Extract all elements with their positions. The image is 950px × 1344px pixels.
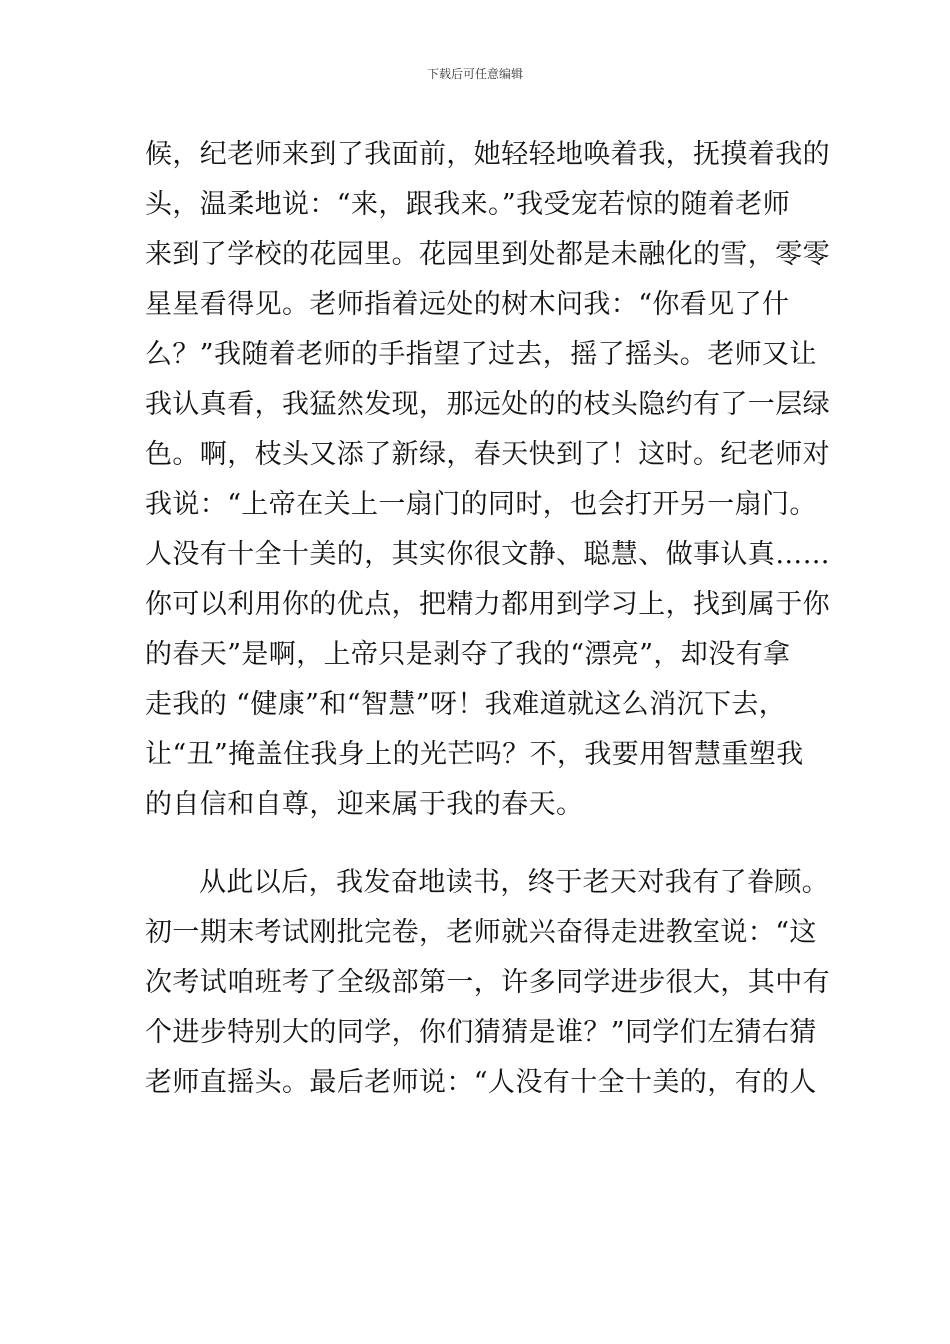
- page-header: 下载后可任意编辑: [426, 67, 523, 81]
- text-line-first-indented: 从此以后，我发奋地读书，终于老天对我有了眷顾。: [199, 867, 830, 898]
- text-line: 你可以利用你的优点，把精力都用到学习上，找到属于你: [145, 589, 830, 620]
- text-line: 让“丑”掩盖住我身上的光芒吗？不，我要用智慧重塑我: [145, 739, 804, 770]
- text-line: 走我的 “健康”和“智慧”呀！我难道就这么消沉下去，: [145, 689, 787, 720]
- text-line: 头，温柔地说：“来，跟我来。”我受宠若惊的随着老师: [145, 189, 791, 220]
- text-line: 么？”我随着老师的手指望了过去，摇了摇头。老师又让: [145, 339, 817, 370]
- text-line: 色。啊，枝头又添了新绿，春天快到了！这时。纪老师对: [145, 439, 830, 470]
- text-line: 个进步特别大的同学，你们猜猜是谁？”同学们左猜右猜: [145, 1017, 817, 1048]
- paragraph-1: [145, 130, 830, 830]
- text-line: 我认真看，我猛然发现，那远处的的枝头隐约有了一层绿: [145, 389, 830, 420]
- text-line: 的春天”是啊，上帝只是剥夺了我的“漂亮”，却没有拿: [145, 639, 791, 670]
- text-line: 次考试咱班考了全级部第一，许多同学进步很大，其中有: [145, 967, 830, 998]
- paragraph-spacer: [145, 830, 825, 858]
- text-line: 初一期末考试刚批完卷，老师就兴奋得走进教室说：“这: [145, 917, 817, 948]
- text-line: 的自信和自尊，迎来属于我的春天。: [145, 789, 584, 820]
- text-line: 我说：“上帝在关上一扇门的同时，也会打开另一扇门。: [145, 489, 817, 520]
- text-line: 星星看得见。老师指着远处的树木问我：“你看见了什: [145, 289, 790, 320]
- paragraph-2: [145, 858, 830, 1108]
- text-line: 人没有十全十美的，其实你很文静、聪慧、做事认真……: [145, 539, 830, 570]
- text-line: 来到了学校的花园里。花园里到处都是未融化的雪，零零: [145, 239, 830, 270]
- text-line: 老师直摇头。最后老师说：“人没有十全十美的，有的人: [145, 1067, 817, 1098]
- body-text: [145, 130, 830, 1108]
- text-line: 候，纪老师来到了我面前，她轻轻地唤着我，抚摸着我的: [145, 139, 830, 170]
